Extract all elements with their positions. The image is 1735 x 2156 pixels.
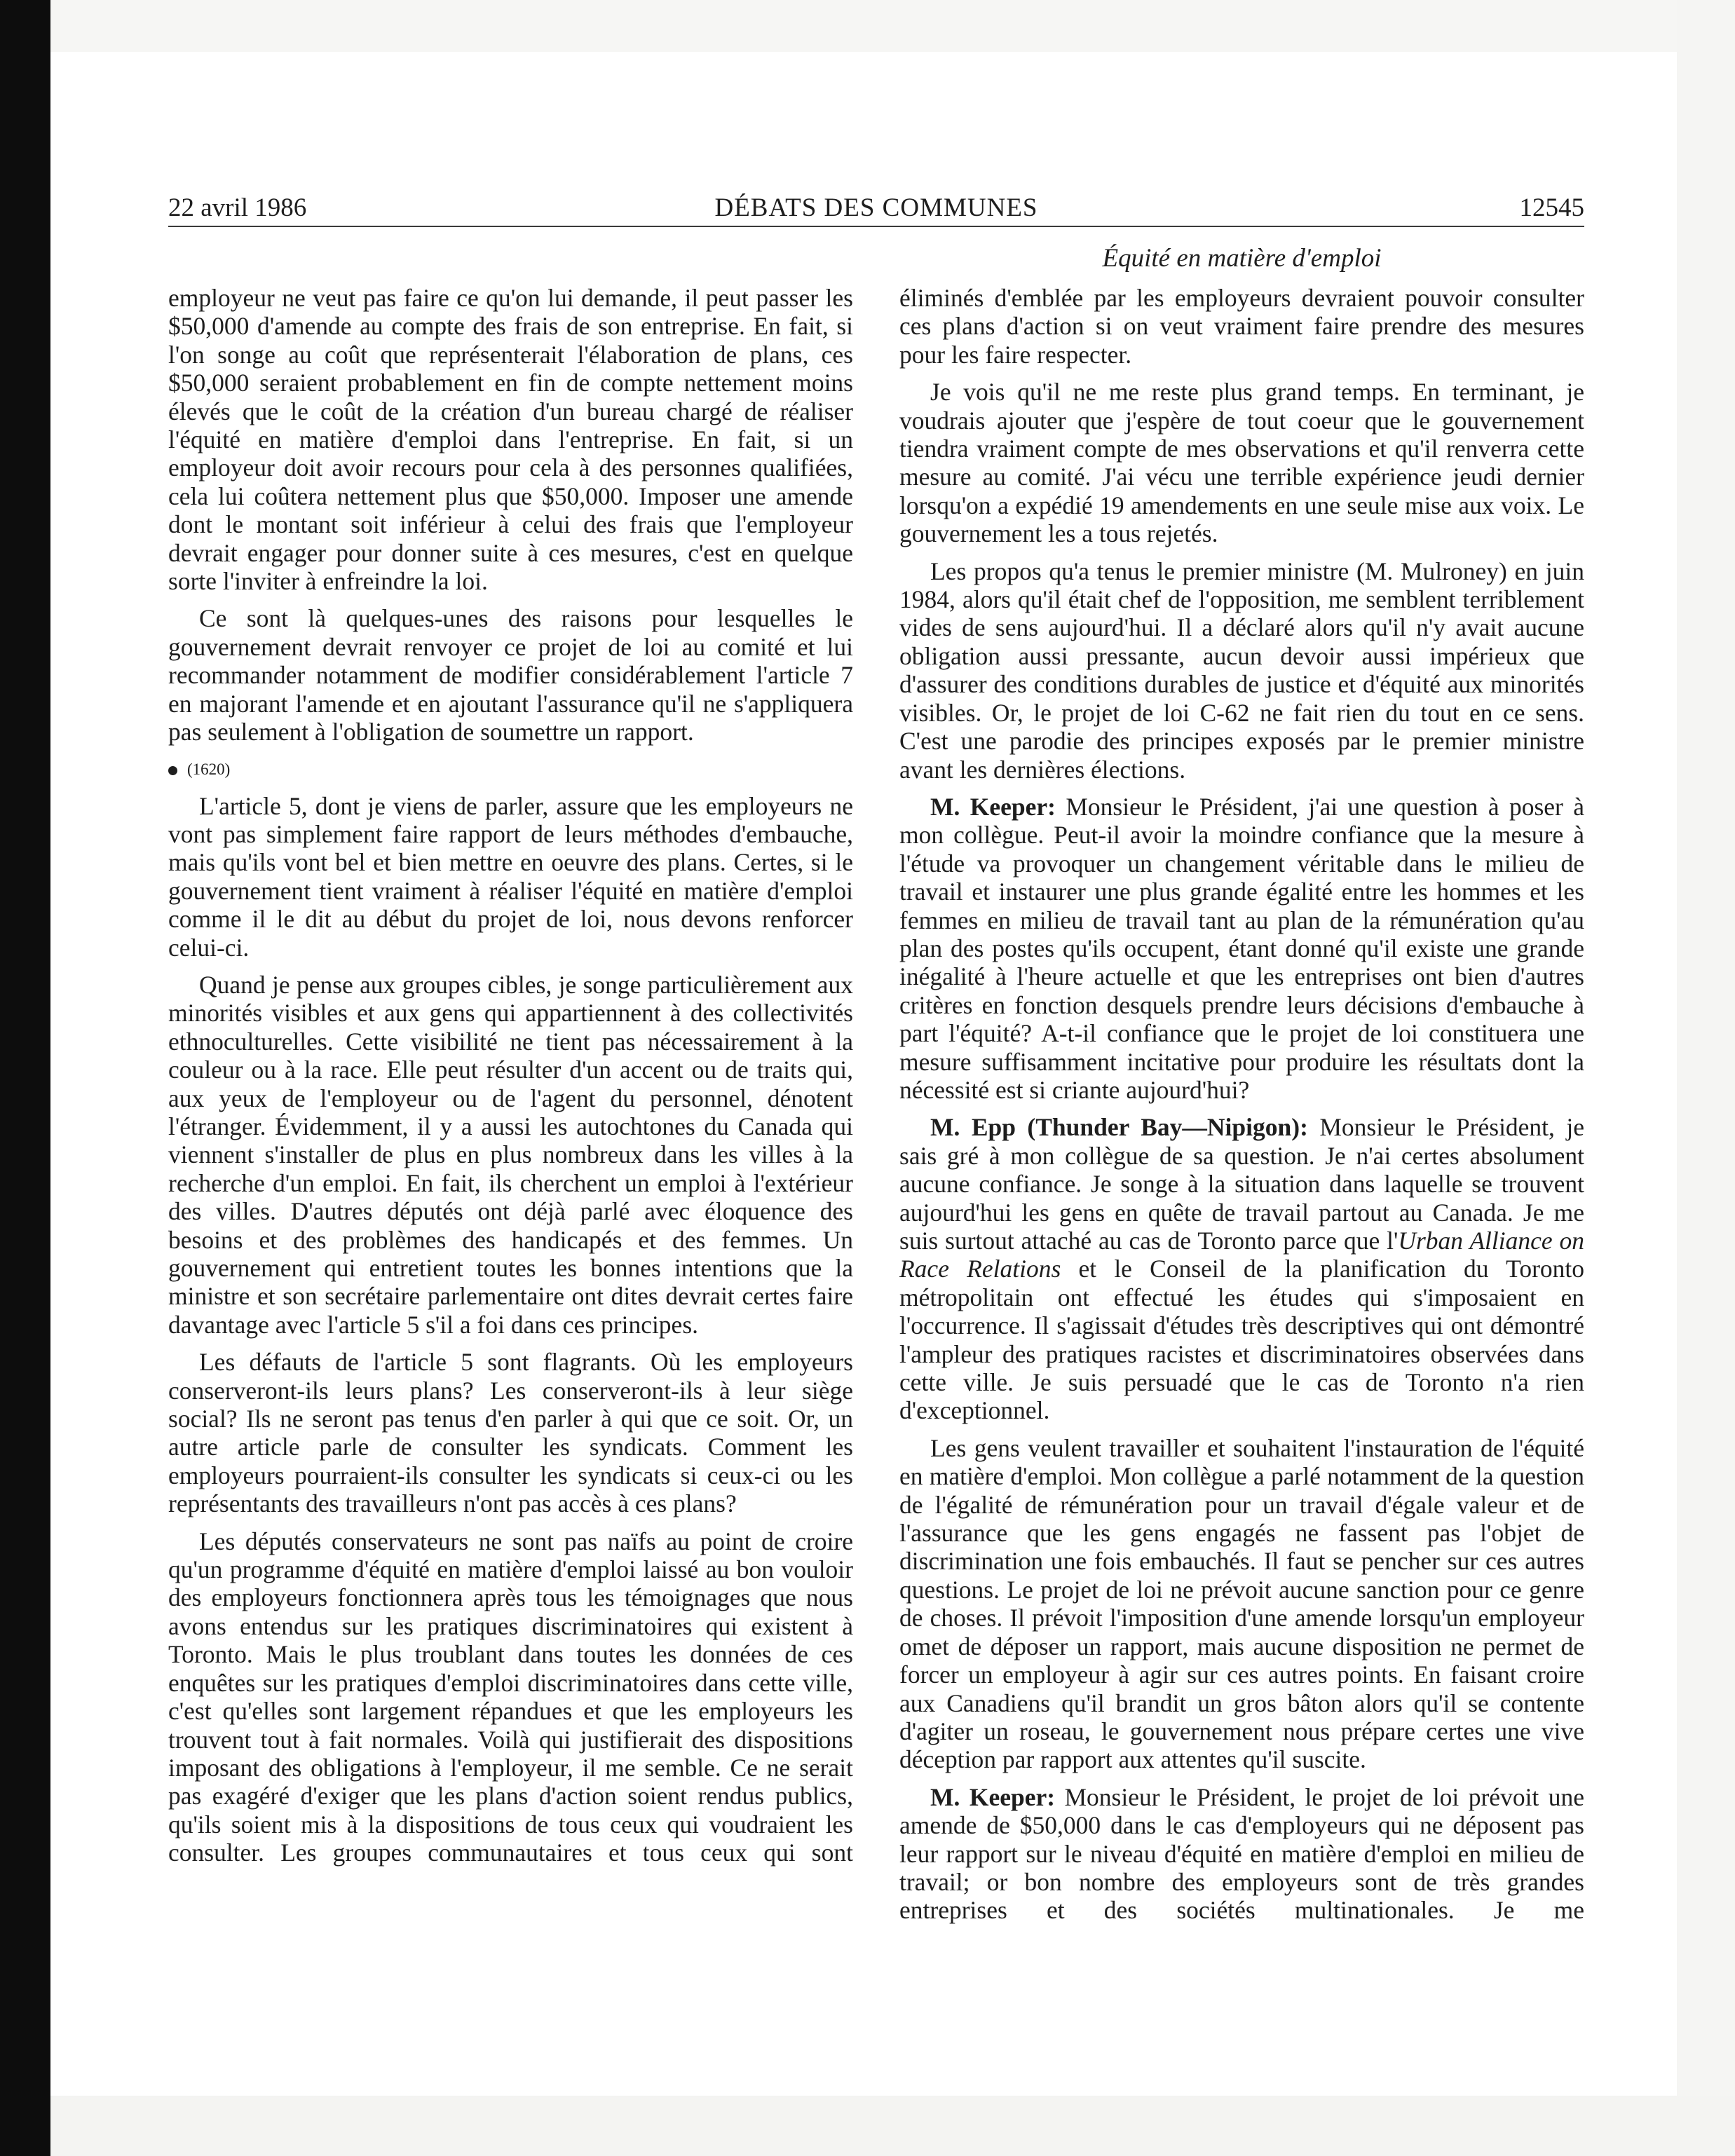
header-rule bbox=[168, 226, 1584, 227]
speaker-name: M. Epp (Thunder Bay—Nipigon): bbox=[930, 1113, 1308, 1142]
speech-text: et le Conseil de la planification du Toronto métropolitain ont effectué les études qui s'imposaient en l'occurrence. Il s'agissait d'études très descriptives qui ont démontré l'ampleur des pratiques racistes et discriminatoires observées dans cette ville. Je suis persuadé que le cas de Toronto n'a rien d'exceptionnel. bbox=[899, 1255, 1584, 1425]
bullet-icon bbox=[168, 766, 177, 775]
speech-text: Monsieur le Président, j'ai une question à poser à mon collègue. Peut-il avoir la moindre confiance que la mesure à l'étude va provoquer un changement véritable dans le milieu de travail et instaurer une plus grande égalité entre les hommes et les femmes en milieu de travail tant au plan de la rémunération qu'au plan des postes qu'ils occupent, étant donné qu'il existe une grande inégalité à l'heure actuelle et que les entreprises ont bien d'autres critères en fonction desquels prendre leurs décisions d'embauche à part l'équité? A-t-il confiance que le projet de loi constituera une mesure suffisamment incitative pour produire les résultats dont la nécessité est si criante aujourd'hui? bbox=[899, 792, 1584, 1104]
paragraph: employeur ne veut pas faire ce qu'on lui demande, il peut passer les $50,000 d'amende au compte des frais de son entreprise. En fait, si l'on songe au coût que représenterait l'élaboration de plans, ces $50,000 seraient probablement en fin de compte nettement moins élevés que le coût de la création d'un bureau chargé de réaliser l'équité en matière d'emploi dans l'entreprise. En fait, si un employeur doit avoir recours pour cela à des personnes qualifiées, cela lui coûtera nettement plus que $50,000. Imposer une amende dont le montant soit inférieur à celui des frais que l'employeur devrait engager pour donner suite à ces mesures, c'est en quelque sorte l'inviter à enfreindre la loi. bbox=[168, 284, 853, 596]
header-date: 22 avril 1986 bbox=[168, 193, 307, 222]
speech-paragraph bbox=[899, 1783, 1584, 1925]
running-header bbox=[168, 191, 1584, 226]
paragraph: Les gens veulent travailler et souhaitent l'instauration de l'équité en matière d'emploi. Mon collègue a parlé notamment de la question de l'égalité de rémunération pour un travail d'égale valeur et de l'assurance que les gens engagés ne fassent pas l'objet de discrimination une fois embauchés. Il faut se pencher sur ces autres questions. Le projet de loi ne prévoit aucune sanction pour ce genre de choses. Il prévoit l'imposition d'une amende lorsqu'un employeur omet de déposer un rapport, mais aucune disposition ne permet de forcer un employeur à agir sur ces autres points. En faisant croire aux Canadiens qu'il brandit un gros bâton alors qu'il se contente d'agiter un roseau, le gouvernement nous prépare certes une vive déception par rapport aux attentes qu'il suscite. bbox=[899, 1433, 1584, 1774]
paragraph: L'article 5, dont je viens de parler, assure que les employeurs ne vont pas simplement faire rapport de leurs méthodes d'embauche, mais qu'ils vont bel et bien mettre en oeuvre des plans. Certes, si le gouvernement tient vraiment à réaliser l'équité en matière d'emploi comme il le dit au début du projet de loi, nous devons renforcer celui-ci. bbox=[168, 791, 853, 962]
speech-text: Monsieur le Président, le projet de loi prévoit une amende de $50,000 dans le cas d'employeurs qui ne déposent pas leur rapport sur le niveau d'équité en matière d'emploi en milieu de travail; or bon nombre des employeurs sont de très grandes entreprises et des sociétés multinationales. Je me bbox=[899, 1782, 1585, 1925]
scan-edge-shadow bbox=[0, 0, 50, 2156]
paragraph: Ce sont là quelques-unes des raisons pour lesquelles le gouvernement devrait renvoyer ce projet de loi au comité et lui recommander notamment de modifier considérablement l'article 7 en majorant l'amende et en ajoutant l'assurance qu'il ne s'appliquera pas seulement à l'obligation de soumettre un rapport. bbox=[168, 604, 853, 746]
organization-name: Urban Alliance on Race Relations bbox=[899, 1227, 1584, 1283]
right-column bbox=[899, 284, 1584, 2085]
paragraph: Quand je pense aux groupes cibles, je songe particulièrement aux minorités visibles et aux gens qui appartiennent à des collectivités ethnoculturelles. Cette visibilité ne tient pas nécessairement à la couleur ou à la race. Elle peut résulter d'un accent ou de traits qui, aux yeux de l'employeur ou de l'agent du personnel, dénotent l'étranger. Évidemment, il y a aussi les autochtones du Canada qui viennent s'installer de plus en plus nombreux dans les villes à la recherche d'un emploi. En fait, ils cherchent un emploi à l'extérieur des villes. D'autres députés ont déjà parlé avec éloquence des besoins et des problèmes des handicapés et des femmes. Un gouvernement qui entretient toutes les bonnes intentions que la ministre et son secrétaire parlementaire ont dites devrait certes faire davantage avec l'article 5 s'il a foi dans ces principes. bbox=[168, 970, 853, 1339]
paragraph: Les défauts de l'article 5 sont flagrants. Où les employeurs conserveront-ils leurs plans? Les conserveront-ils à leur siège social? Ils ne seront pas tenus d'en parler à qui que ce soit. Or, un autre article parle de consulter les syndicats. Comment les employeurs pourraient-ils consulter les syndicats si ceux-ci ou les représentants des travailleurs n'ont pas accès à ces plans? bbox=[168, 1348, 853, 1518]
scan-bottom-margin bbox=[50, 2096, 1735, 2156]
time-marker bbox=[168, 756, 853, 784]
header-title: DÉBATS DES COMMUNES bbox=[714, 193, 1038, 222]
scan-top-margin bbox=[50, 0, 1735, 52]
section-title: Équité en matière d'emploi bbox=[1102, 244, 1382, 273]
speech-text: Monsieur le Président, je sais gré à mon collègue de sa question. Je n'ai certes absolument aucune confiance. Je songe à la situation dans laquelle se trouvent aujourd'hui les gens en quête de travail partout au Canada. Je me suis surtout attaché au cas de Toronto parce que l' bbox=[899, 1113, 1584, 1255]
time-marker-label: (1620) bbox=[187, 760, 231, 778]
speaker-name: M. Keeper: bbox=[930, 1782, 1056, 1811]
left-column bbox=[168, 284, 853, 2085]
paragraph: Je vois qu'il ne me reste plus grand temps. En terminant, je voudrais ajouter que j'espère de tout coeur que le gouvernement tiendra vraiment compte de mes observations et qu'il renverra cette mesure au comité. J'ai vécu une terrible expérience jeudi dernier lorsqu'on a expédié 19 amendements en une seule mise aux voix. Le gouvernement les a tous rejetés. bbox=[899, 378, 1584, 548]
paragraph: Les députés conservateurs ne sont pas naïfs au point de croire qu'un programme d'équité en matière d'emploi laissé au bon vouloir des employeurs fonctionnera après tous les témoignages que nous avons entendus sur les pratiques discriminatoires qui existent à Toronto. Mais le plus troublant dans toutes les données de ces enquêtes sur les pratiques d'emploi discriminatoires dans cette ville, c'est qu'elles sont largement répandues et que les employeurs les trouvent tout à fait normales. Voilà qui justifierait des dispositions imposant des obligations à l'employeur, il me semble. Ce ne serait pas exagéré d'exiger que les plans d'action soient rendus publics, qu'ils soient mis à la dispositions de tous ceux qui voudraient les consulter. Les groupes communautaires et tous ceux qui sont bbox=[168, 1527, 853, 1867]
speech-paragraph bbox=[899, 1113, 1584, 1424]
paragraph: Les propos qu'a tenus le premier ministre (M. Mulroney) en juin 1984, alors qu'il était chef de l'opposition, me semblent terriblement vides de sens aujourd'hui. Il a déclaré alors qu'il n'y avait aucune obligation aussi pressante, aucun devoir aussi impérieux que d'assurer des conditions durables de justice et d'équité aux minorités visibles. Or, le projet de loi C-62 ne fait rien du tout en ce sens. C'est une parodie des principes exposés par le premier ministre avant les dernières élections. bbox=[899, 557, 1584, 784]
scan-right-margin bbox=[1677, 0, 1735, 2156]
speech-paragraph bbox=[899, 793, 1584, 1104]
paragraph: éliminés d'emblée par les employeurs devraient pouvoir consulter ces plans d'action si on veut vraiment faire prendre des mesures pour les faire respecter. bbox=[899, 284, 1584, 369]
page-number: 12545 bbox=[1519, 193, 1584, 222]
speaker-name: M. Keeper: bbox=[930, 792, 1056, 821]
